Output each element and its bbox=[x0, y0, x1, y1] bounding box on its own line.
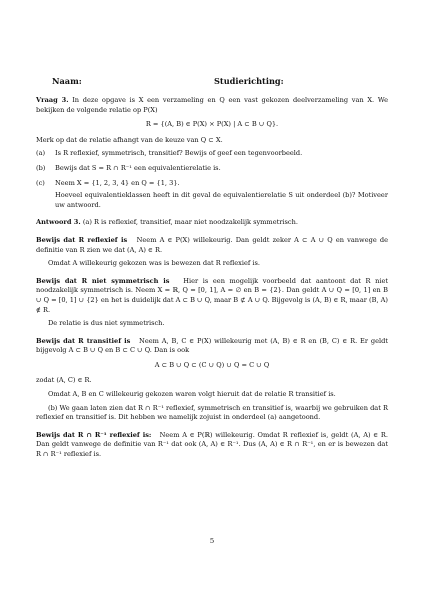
transitive-conclusion: zodat (A, C) ∈ R. bbox=[36, 376, 92, 385]
answer-title: Antwoord 3. bbox=[36, 218, 81, 227]
proof-not-symmetric-conclusion: De relatie is dus niet symmetrisch. bbox=[48, 319, 165, 328]
page-content bbox=[36, 96, 388, 464]
proof-not-symmetric: Bewijs dat R niet symmetrisch is Hier is een mogelijk voorbeeld dat aantoont dat R niet noodzakelijk symmetrisch is. Neem X = ℝ, Q = [0, 1], A = ∅ en B = {2}. Dan geldt A ∪ Q = [0, 1] en B ∪ Q = [0, 1] ∪ {2} en het is duidelijk dat A ⊂ B ∪ Q, maar B ⊄ A ∪ Q. Bijgevolg is (A, B) ∈ R, maar (B, A) ∉ R. bbox=[36, 276, 388, 314]
question-part-c: (c) Neem X = {1, 2, 3, 4} en Q = {1, 3}. Hoeveel equivalentieklassen heeft in dit geval de equivalentierelatie S uit onderdeel (b)? Motiveer uw antwoord. bbox=[36, 178, 388, 209]
proof-reflexive-conclusion: Omdat A willekeurig gekozen was is bewezen dat R reflexief is. bbox=[48, 259, 261, 268]
question-part-a: (a) Is R reflexief, symmetrisch, transitief? Bewijs of geef een tegenvoorbeeld. bbox=[36, 149, 303, 158]
proof-transitive: Bewijs dat R transitief is Neem A, B, C ∈ P(X) willekeurig met (A, B) ∈ R en (B, C) ∈ R. Er geldt bijgevolg A ⊂ B ∪ Q en B ⊂ C ∪ Q. Dan is ook bbox=[36, 336, 389, 355]
study-label: Studierichting: bbox=[214, 76, 284, 86]
relation-definition: R = {(A, B) ∈ P(X) × P(X) | A ⊂ B ∪ Q}. bbox=[145, 120, 279, 129]
transitive-equation: A ⊂ B ∪ Q ⊂ (C ∪ Q) ∪ Q = C ∪ Q bbox=[154, 360, 270, 369]
transitive-summary: Omdat A, B en C willekeurig gekozen waren volgt hieruit dat de relatie R transitief is. bbox=[48, 390, 336, 399]
answer-intro: Antwoord 3. (a) R is reflexief, transitief, maar niet noodzakelijk symmetrisch. bbox=[36, 218, 298, 227]
question-title: Vraag 3. bbox=[36, 96, 69, 104]
proof-intersection-reflexive: Bewijs dat R ∩ R⁻¹ reflexief is: Neem A ∈ P(ℝ) willekeurig. Omdat R reflexief is, geldt (A, A) ∈ R. Dan geldt vanwege de definitie van R⁻¹ dat ook (A, A) ∈ R⁻¹. Dus (A, A) ∈ R ∩ R⁻¹, en er is bewezen dat R ∩ R⁻¹ reflexief is. bbox=[36, 430, 388, 459]
question-part-b: (b) Bewijs dat S = R ∩ R⁻¹ een equivalentierelatie is. bbox=[36, 163, 221, 172]
name-label: Naam: bbox=[52, 76, 82, 86]
answer-part-b-intro: (b) We gaan laten zien dat R ∩ R⁻¹ reflexief, symmetrisch en transitief is, waarbij we gebruiken dat R reflexief en transitief is. Dit hebben we namelijk zojuist in onderdeel (a) aangetoond. bbox=[36, 403, 388, 422]
question-note: Merk op dat de relatie afhangt van de keuze van Q ⊂ X. bbox=[36, 135, 223, 144]
page-number: 5 bbox=[209, 537, 215, 545]
question-intro: Vraag 3. In deze opgave is X een verzameling en Q een vast gekozen deelverzameling van X. We bekijken de volgende relatie op P(X) bbox=[36, 96, 388, 114]
proof-reflexive: Bewijs dat R reflexief is Neem A ∈ P(X) willekeurig. Dan geldt zeker A ⊂ A ∪ Q en vanwege de definitie van R zien we dat (A, A) ∈ R. bbox=[36, 235, 388, 254]
